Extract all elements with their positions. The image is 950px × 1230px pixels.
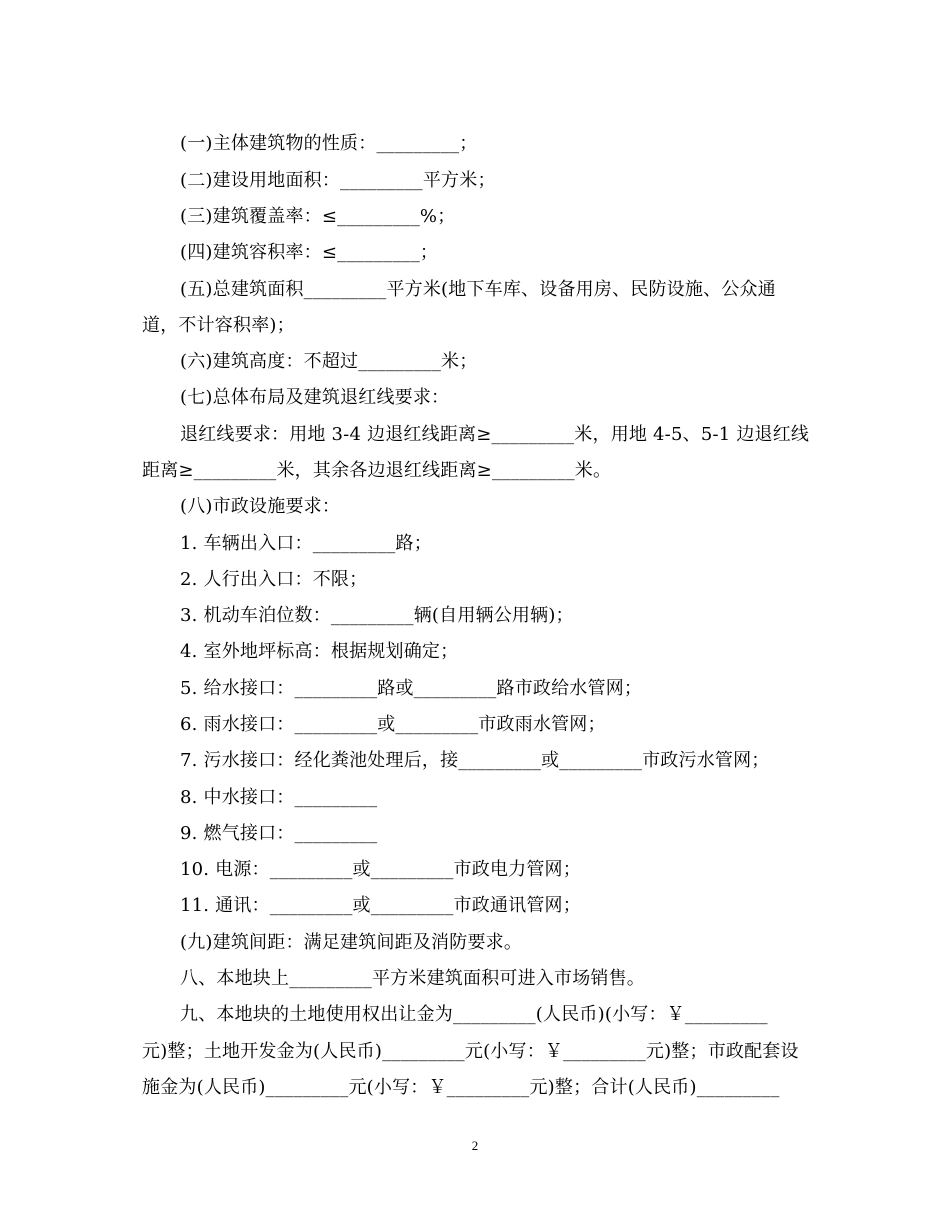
text-line: (四)建筑容积率：≤_________； — [180, 242, 439, 263]
text-line: 11. 通讯：_________或_________市政通讯管网； — [180, 895, 581, 916]
text-line: (一)主体建筑物的性质：_________； — [180, 133, 478, 154]
text-line: 5. 给水接口：_________路或_________路市政给水管网； — [180, 678, 643, 699]
page-number: 2 — [471, 1138, 479, 1153]
text-line: (六)建筑高度：不超过_________米； — [180, 351, 478, 372]
text-line: (七)总体布局及建筑退红线要求： — [180, 387, 450, 408]
text-line: (九)建筑间距：满足建筑间距及消防要求。 — [180, 932, 523, 953]
text-line: 7. 污水接口：经化粪池处理后，接_________或_________市政污水管网； — [180, 750, 770, 771]
text-line: 道，不计容积率)； — [142, 315, 295, 336]
text-line: 九、本地块的土地使用权出让金为_________(人民币)(小写：￥_________ — [180, 1004, 768, 1025]
text-line: 6. 雨水接口：_________或_________市政雨水管网； — [180, 714, 606, 735]
text-line: (八)市政设施要求： — [180, 496, 341, 517]
text-line: 八、本地块上_________平方米建筑面积可进入市场销售。 — [180, 968, 645, 989]
text-line: 2. 人行出入口：不限； — [180, 569, 368, 590]
text-line: 1. 车辆出入口：_________路； — [180, 533, 432, 554]
text-line: 4. 室外地坪标高：根据规划确定； — [180, 641, 459, 662]
text-line: 3. 机动车泊位数：_________辆(自用辆公用辆)； — [180, 605, 574, 626]
text-line: 9. 燃气接口：_________ — [180, 823, 378, 844]
text-line: 施金为(人民币)_________元(小写：￥_________元)整；合计(人民币)_________ — [142, 1077, 780, 1098]
text-line: 10. 电源：_________或_________市政电力管网； — [180, 859, 581, 880]
text-line: (二)建设用地面积：_________平方米； — [180, 170, 496, 191]
text-line: 元)整；土地开发金为(人民币)_________元(小写：￥_________元)整；市政配套设 — [142, 1041, 799, 1062]
text-line: 距离≥_________米，其余各边退红线距离≥_________米。 — [142, 460, 612, 481]
text-line: (三)建筑覆盖率：≤_________%； — [180, 206, 456, 227]
text-line: 退红线要求：用地 3-4 边退红线距离≥_________米，用地 4-5、5-1 边退红线 — [180, 424, 810, 445]
text-line: 8. 中水接口：_________ — [180, 787, 378, 808]
text-line: (五)总建筑面积_________平方米(地下车库、设备用房、民防设施、公众通 — [180, 279, 776, 300]
